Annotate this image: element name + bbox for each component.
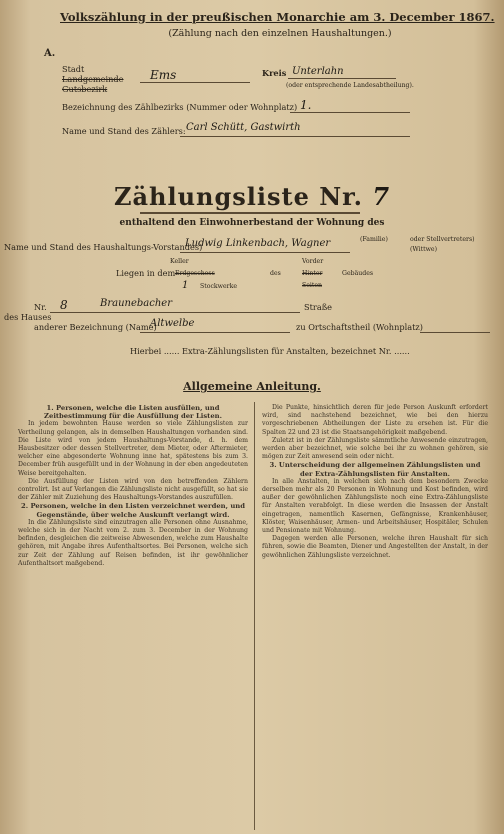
section-2-title: 2. Personen, welche in den Listen verzeichnet werden, und Gegenstände, über welche Auskunft verlangt wird.: [21, 502, 245, 519]
column-divider: [254, 402, 255, 830]
erdgeschoss-label: Erdgeschoss: [175, 270, 215, 277]
extra-lists-line: Hierbei ...... Extra-Zählungslisten für Anstalten, bezeichnet Nr. ......: [130, 346, 410, 356]
zaehler-underline: [180, 136, 410, 137]
gebaeude-label: Gebäudes: [342, 270, 374, 277]
form-subtitle: enthaltend den Einwohnerbestand der Wohnung des: [119, 218, 385, 228]
title-underline: [140, 212, 360, 214]
andere-label: anderer Bezeichnung (Name): [34, 322, 157, 332]
section-2-text: In die Zählungsliste sind einzutragen alle Personen ohne Ausnahme, welche sich in der Nacht vom 2. zum 3. December in der Wohnung befinden, desgleichen die zeitweise Abwesenden, welche zum Haushalte gehören, mit Angabe ihres Aufenthaltsortes. Bei Personen, welche sich zur Zeit der Zählung auf Reisen befinden, ist ihr gewöhnlicher Aufenthaltsort maßgebend.: [18, 518, 248, 567]
section-1-text-2: Die Ausfüllung der Listen wird von den betreffenden Zählern controlirt. Ist auf Verlangen die Zählungsliste nicht ausgefüllt, so hat sie der Zähler mit Zuziehung des Haushaltungs-Vorstandes auszufüllen.: [18, 477, 248, 502]
strasse-label: Straße: [304, 302, 333, 312]
kreis-value[interactable]: Unterlahn: [292, 66, 344, 77]
ortschaft-label: zu Ortschaftstheil (Wohnplatz): [296, 322, 423, 332]
kreis-label: Kreis: [262, 68, 287, 78]
section-3-text-2: Dagegen werden alle Personen, welche ihren Haushalt für sich führen, sowie die Beamten, Diener und Angestellten der Anstalt, in der gewöhnlichen Zählungsliste verzeichnet.: [262, 535, 488, 559]
nr-label: Nr.: [34, 302, 47, 312]
zaehler-value[interactable]: Carl Schütt, Gastwirth: [186, 122, 301, 133]
section-1-title: 1. Personen, welche die Listen ausfüllen, und Zeitbestimmung für die Ausfüllung der Listen.: [44, 404, 222, 421]
hinter-label: Hinter: [302, 270, 323, 277]
kreis-underline: [288, 78, 396, 79]
stadt-value[interactable]: Ems: [150, 68, 177, 82]
stadt-underline: [140, 82, 250, 83]
household-underline: [180, 252, 350, 253]
form-mark: A.: [44, 48, 56, 59]
liegen-label: Liegen in dem: [116, 268, 176, 278]
section-3-text: In alle Anstalten, in welchen sich nach dem besondern Zwecke derselben mehr als 20 Personen in Wohnung und Kost befinden, wird außer der gewöhnlichen Zählungsliste noch eine Extra-Zählungsliste für Anstalten verabfolgt. In diese werden die Insassen der Anstalt eingetragen, namentlich Kasernen, Gefängnisse, Krankenhäuser, Klöster, Waisenhäuser, Armen- und Arbeitshäuser, Hospitäler, Schulen und Pensionate mit Wohnung.: [262, 477, 488, 535]
bezirk-underline: [290, 112, 410, 113]
bezirk-value[interactable]: 1.: [300, 98, 312, 112]
stockwerk-label: Stockwerke: [200, 283, 237, 290]
instructions-left-column: [18, 404, 248, 568]
zaehler-label: Name und Stand des Zählers:: [62, 126, 186, 136]
document-subtitle: (Zählung nach den einzelnen Haushaltungen.): [168, 28, 392, 39]
form-number[interactable]: 7: [372, 182, 391, 211]
kreis-note: (oder entsprechende Landesabtheilung).: [286, 82, 414, 89]
document-header: Volkszählung in der preußischen Monarchie am 3. December 1867.: [60, 10, 495, 24]
household-familie-label: (Familie): [360, 236, 388, 243]
household-wittwe-label: (Wittwe): [410, 246, 437, 253]
stadt-label: Stadt: [62, 64, 85, 74]
form-title-text: Zählungsliste Nr.: [113, 182, 363, 211]
right-intro-2: Zuletzt ist in der Zählungsliste sämmtliche Anwesende einzutragen, werden aber bezeichnet, wie solche bei ihr zu wohnen gehören, sie mögen zur Zeit anwesend sein oder nicht.: [262, 436, 488, 461]
anleitung-title: Allgemeine Anleitung.: [183, 380, 321, 393]
vorder-label: Vorder: [302, 258, 324, 265]
andere-value[interactable]: Altwelbe: [150, 318, 195, 329]
instructions-right-column: [262, 404, 488, 560]
form-title: [0, 182, 504, 211]
strasse-value[interactable]: Braunebacher: [100, 298, 172, 309]
seiten-label: Seiten: [302, 282, 323, 289]
andere-underline: [140, 332, 290, 333]
section-1-text: In jedem bewohnten Hause werden so viele Zählungslisten zur Vertheilung gelangen, als in demselben Haushaltungen vorhanden sind. Die Liste wird von jedem Haushaltungs-Vorstande, d. h. dem Hausbesitzer oder dessen Stellvertreter, dem Mieter, oder Aftermieter, welcher eine abgesonderte Wohnung inne hat, spätestens bis zum 3. December früh ausgefüllt und in der Wohnung in der eben angedeuteten Weise bereitgehalten.: [18, 420, 248, 477]
bezirk-label: Bezeichnung des Zählbezirks (Nummer oder Wohnplatz): [62, 102, 298, 112]
landgemeinde-label: Landgemeinde: [62, 74, 124, 84]
des-label: des: [270, 270, 281, 277]
gutsbezirk-label: Gutsbezirk: [62, 84, 108, 94]
household-label: Name und Stand des Haushaltungs-Vorstandes): [4, 242, 203, 252]
section-3-title: 3. Unterscheidung der allgemeinen Zählungslisten und der Extra-Zählungslisten für Anstalten.: [269, 461, 481, 478]
hauses-label: des Hauses: [4, 312, 52, 322]
nr-value[interactable]: 8: [60, 298, 68, 312]
household-stellvertreter-label: oder Stellvertreters): [410, 236, 475, 243]
right-intro: Die Punkte, hinsichtlich deren für jede Person Auskunft erfordert wird, sind nachstehend bezeichnet, wie bei den hierzu vorgeschriebenen Abtheilungen der Liste zu ersehen ist. Für die Spalten 22 und 23 ist die Staatsangehörigkeit maßgebend.: [262, 404, 488, 436]
ortschaft-underline: [420, 332, 490, 333]
strasse-underline: [50, 312, 300, 313]
stockwerk-value[interactable]: 1: [182, 280, 189, 291]
household-value[interactable]: Ludwig Linkenbach, Wagner: [185, 238, 331, 249]
keller-label: Keller: [170, 258, 189, 265]
